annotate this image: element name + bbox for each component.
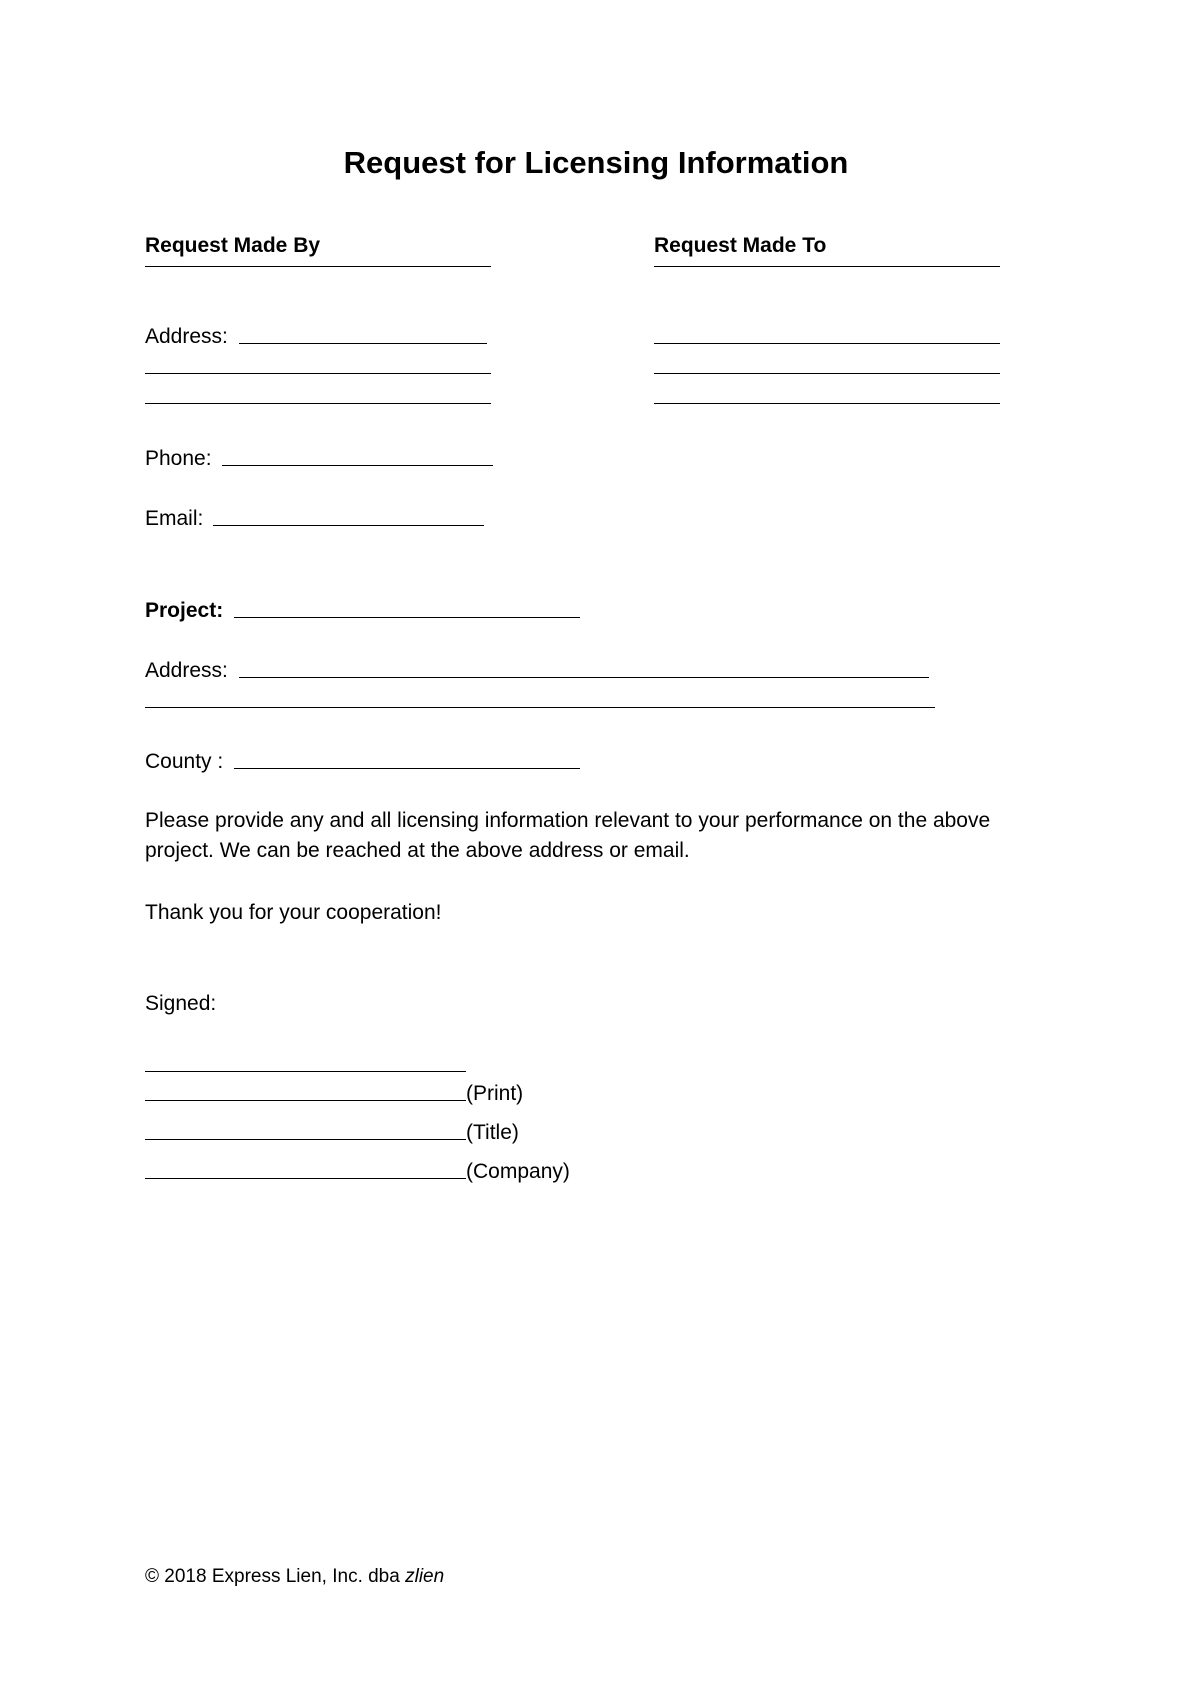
company-line[interactable] (145, 1178, 466, 1179)
project-label: Project: (145, 599, 224, 622)
requester-address-line-3[interactable] (145, 403, 491, 404)
project-county-label: County : (145, 750, 224, 773)
project-address-label: Address: (145, 659, 228, 682)
thank-you-text: Thank you for your cooperation! (145, 901, 442, 924)
company-label: (Company) (466, 1160, 570, 1183)
footer-brand: zlien (405, 1566, 445, 1587)
request-made-to-heading: Request Made To (654, 234, 827, 257)
title-label: (Title) (466, 1121, 519, 1144)
signed-label: Signed: (145, 992, 217, 1015)
request-made-to-address-line-1[interactable] (654, 343, 1000, 344)
project-address-line-2[interactable] (145, 707, 935, 708)
request-made-by-heading: Request Made By (145, 234, 321, 257)
requester-email-label: Email: (145, 507, 204, 530)
project-county-line[interactable] (234, 768, 580, 769)
print-name-line[interactable] (145, 1100, 466, 1101)
request-made-to-address-line-3[interactable] (654, 403, 1000, 404)
document-title: Request for Licensing Information (343, 145, 849, 180)
print-label: (Print) (466, 1082, 524, 1105)
requester-address-line-1[interactable] (239, 343, 487, 344)
signature-line[interactable] (145, 1071, 466, 1072)
footer-copyright (145, 1567, 444, 1586)
request-paragraph: Please provide any and all licensing information relevant to your performance on the above project. We can be reached at the above address or email. (145, 809, 991, 862)
request-made-to-address-line-2[interactable] (654, 373, 1000, 374)
request-made-to-name-line[interactable] (654, 266, 1000, 267)
requester-email-line[interactable] (213, 525, 484, 526)
footer-copyright-text: © 2018 Express Lien, Inc. dba (145, 1566, 400, 1587)
requester-address-line-2[interactable] (145, 373, 491, 374)
project-name-line[interactable] (234, 617, 580, 618)
requester-phone-label: Phone: (145, 447, 212, 470)
title-line[interactable] (145, 1139, 466, 1140)
request-made-by-name-line[interactable] (145, 266, 491, 267)
requester-phone-line[interactable] (222, 465, 493, 466)
requester-address-label: Address: (145, 325, 228, 348)
project-address-line-1[interactable] (239, 677, 929, 678)
